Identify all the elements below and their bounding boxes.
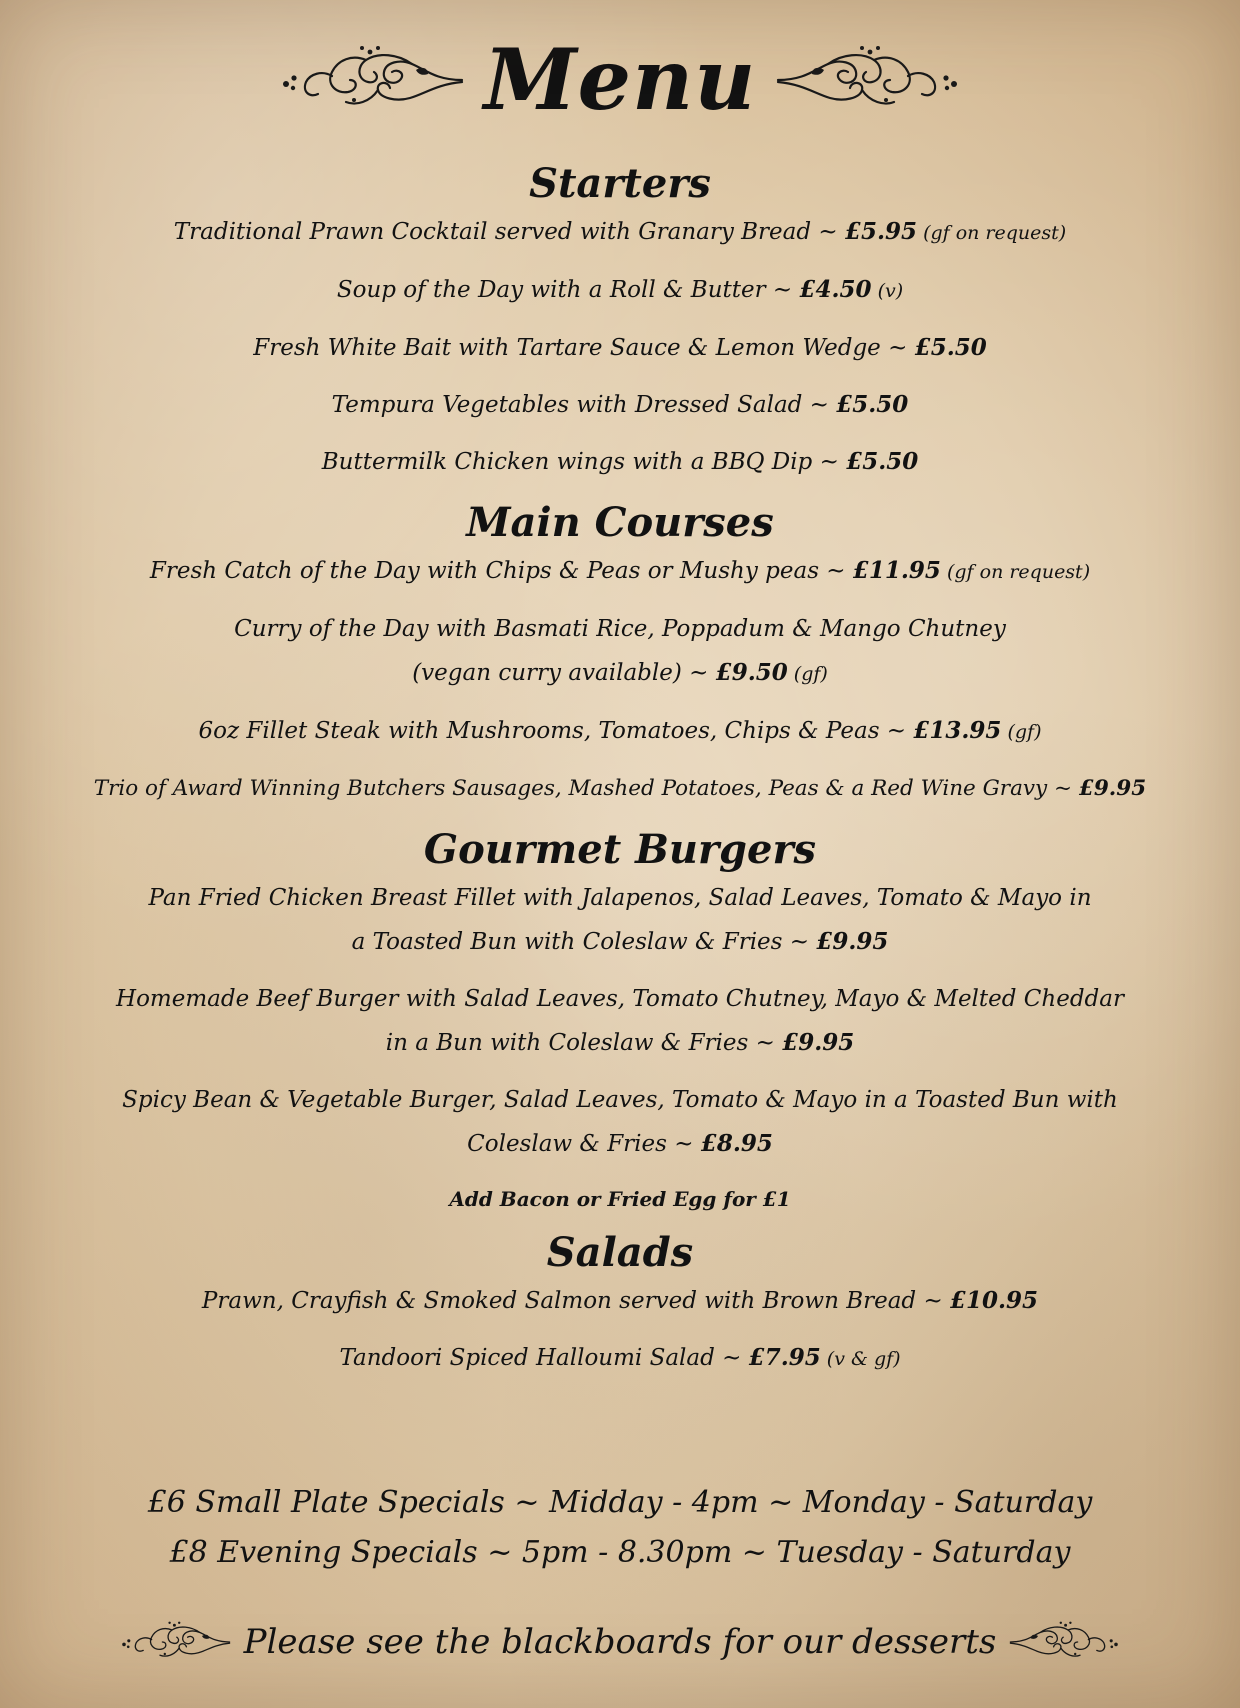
flourish-ornament-icon	[112, 1617, 232, 1667]
dietary-note: (gf on request)	[940, 561, 1091, 583]
section-salads	[40, 1227, 1200, 1381]
section-title: Salads	[546, 1229, 694, 1276]
price: £9.50	[715, 659, 788, 686]
section-gourmet-burgers	[40, 824, 1200, 1219]
price: £13.95	[913, 717, 1002, 744]
section-starters	[40, 158, 1200, 484]
menu-item: Fresh Catch of the Day with Chips & Peas or Mushy peas ~ £11.95 (gf on request)	[149, 557, 1091, 584]
price: £10.95	[950, 1287, 1039, 1314]
flourish-ornament-icon	[774, 40, 974, 120]
section-title: Starters	[529, 160, 711, 207]
section-title: Main Courses	[466, 499, 774, 546]
price: £9.95	[782, 1029, 855, 1056]
price: £5.95	[845, 218, 918, 245]
menu-item: Spicy Bean & Vegetable Burger, Salad Leaves, Tomato & Mayo in a Toasted Bun with Coleslaw & Fries ~ £8.95	[122, 1087, 1118, 1157]
section-main-courses	[40, 497, 1200, 811]
price: £4.50	[799, 276, 872, 303]
price: £8.95	[700, 1130, 773, 1157]
dietary-note: (gf)	[787, 663, 828, 685]
menu-item: 6oz Fillet Steak with Mushrooms, Tomatoes, Chips & Peas ~ £13.95 (gf)	[198, 717, 1042, 744]
dietary-note: (gf on request)	[917, 222, 1067, 244]
menu-item: Trio of Award Winning Butchers Sausages, Mashed Potatoes, Peas & a Red Wine Gravy ~ £9.95	[93, 776, 1147, 801]
menu-header	[0, 30, 1240, 130]
footer-text: Please see the blackboards for our desserts	[243, 1622, 997, 1662]
price: £9.95	[1078, 776, 1147, 801]
price: £7.95	[748, 1344, 821, 1371]
menu-item: Traditional Prawn Cocktail served with Granary Bread ~ £5.95 (gf on request)	[173, 218, 1067, 245]
dietary-note: (v)	[871, 280, 904, 302]
menu-item: Prawn, Crayfish & Smoked Salmon served with Brown Bread ~ £10.95	[201, 1287, 1039, 1314]
price: £5.50	[836, 391, 909, 418]
menu-content	[40, 158, 1200, 1394]
menu-item: Fresh White Bait with Tartare Sauce & Lemon Wedge ~ £5.50	[253, 334, 987, 361]
footer	[0, 1612, 1240, 1672]
price: £5.50	[914, 334, 987, 361]
dietary-note: (v & gf)	[820, 1348, 901, 1370]
menu-item: Soup of the Day with a Roll & Butter ~ £4.50 (v)	[336, 276, 904, 303]
dietary-note: (gf)	[1001, 721, 1042, 743]
specials-block	[0, 1478, 1240, 1578]
menu-item: Tandoori Spiced Halloumi Salad ~ £7.95 (v & gf)	[339, 1344, 901, 1371]
page-title: Menu	[483, 30, 757, 129]
price: £9.95	[816, 928, 889, 955]
menu-item: Curry of the Day with Basmati Rice, Poppadum & Mango Chutney (vegan curry available) ~ £9.50 (gf)	[234, 616, 1006, 686]
menu-item: Tempura Vegetables with Dressed Salad ~ £5.50	[331, 391, 909, 418]
burger-addon-note: Add Bacon or Fried Egg for £1	[449, 1187, 791, 1211]
menu-item: Pan Fried Chicken Breast Fillet with Jalapenos, Salad Leaves, Tomato & Mayo in a Toasted Bun with Coleslaw & Fries ~ £9.95	[148, 885, 1092, 955]
menu-item: Homemade Beef Burger with Salad Leaves, Tomato Chutney, Mayo & Melted Cheddar in a Bun with Coleslaw & Fries ~ £9.95	[116, 986, 1124, 1056]
price: £5.50	[846, 448, 919, 475]
section-title: Gourmet Burgers	[423, 826, 817, 873]
price: £11.95	[852, 557, 941, 584]
specials-line: £6 Small Plate Specials ~ Midday - 4pm ~ Monday - Saturday	[147, 1485, 1093, 1520]
flourish-ornament-icon	[1008, 1617, 1128, 1667]
specials-line: £8 Evening Specials ~ 5pm - 8.30pm ~ Tuesday - Saturday	[169, 1535, 1071, 1570]
flourish-ornament-icon	[266, 40, 466, 120]
menu-item: Buttermilk Chicken wings with a BBQ Dip ~ £5.50	[321, 448, 919, 475]
